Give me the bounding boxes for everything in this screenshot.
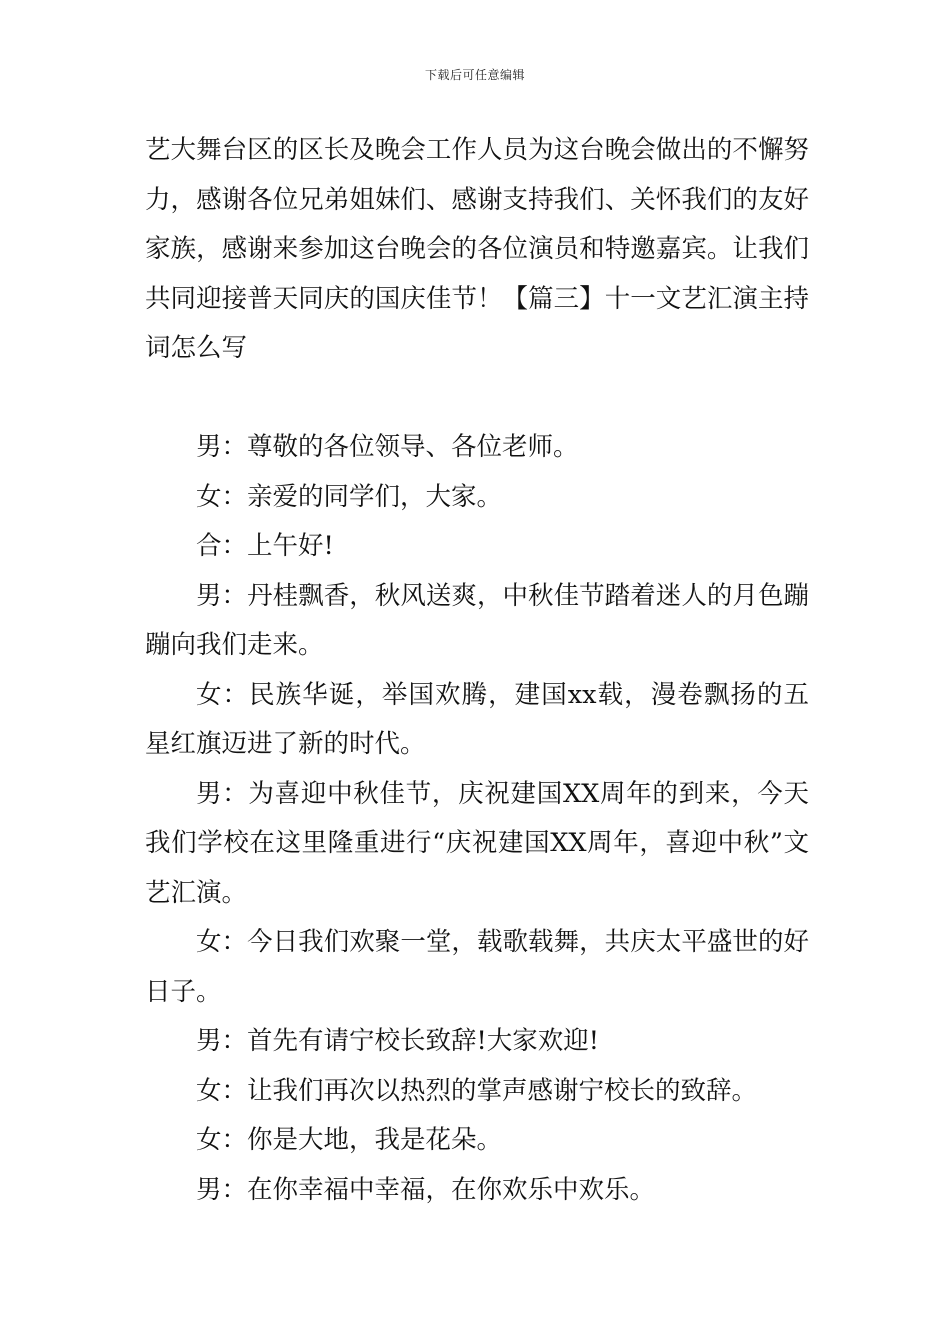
dialog-line: 男：丹桂飘香，秋风送爽，中秋佳节踏着迷人的月色蹦蹦向我们走来。 (145, 580, 809, 660)
dialog-line: 女：今日我们欢聚一堂，载歌载舞，共庆太平盛世的好日子。 (145, 927, 809, 1007)
dialog-line: 女：让我们再次以热烈的掌声感谢宁校长的致辞。 (196, 1075, 758, 1106)
intro-paragraph: 艺大舞台区的区长及晚会工作人员为这台晚会做出的不懈努力，感谢各位兄弟姐妹们、感谢支持我们、关怀我们的友好家族，感谢来参加这台晚会的各位演员和特邀嘉宾。让我们共同迎接普天同庆的国庆佳节！【篇三】十一文艺汇演主持词怎么写 (145, 135, 809, 363)
page-header: 下载后可任意编辑 (424, 68, 525, 82)
dialog-line: 男：在你幸福中幸福，在你欢乐中欢乐。 (196, 1174, 656, 1205)
dialog-line: 男：尊敬的各位领导、各位老师。 (196, 432, 579, 462)
dialog-line: 女：民族华诞，举国欢腾，建国xx载，漫卷飘扬的五星红旗迈进了新的时代。 (145, 679, 809, 759)
dialog-line: 女：亲爱的同学们，大家。 (196, 481, 503, 512)
dialog-line: 合：上午好! (196, 531, 334, 561)
dialog-line: 女：你是大地，我是花朵。 (196, 1125, 503, 1155)
dialog-line: 男：为喜迎中秋佳节，庆祝建国XX周年的到来，今天我们学校在这里隆重进行“庆祝建国XX周年，喜迎中秋”文艺汇演。 (145, 778, 809, 908)
dialog-line: 男：首先有请宁校长致辞!大家欢迎! (196, 1026, 599, 1056)
document-body (145, 126, 809, 1215)
